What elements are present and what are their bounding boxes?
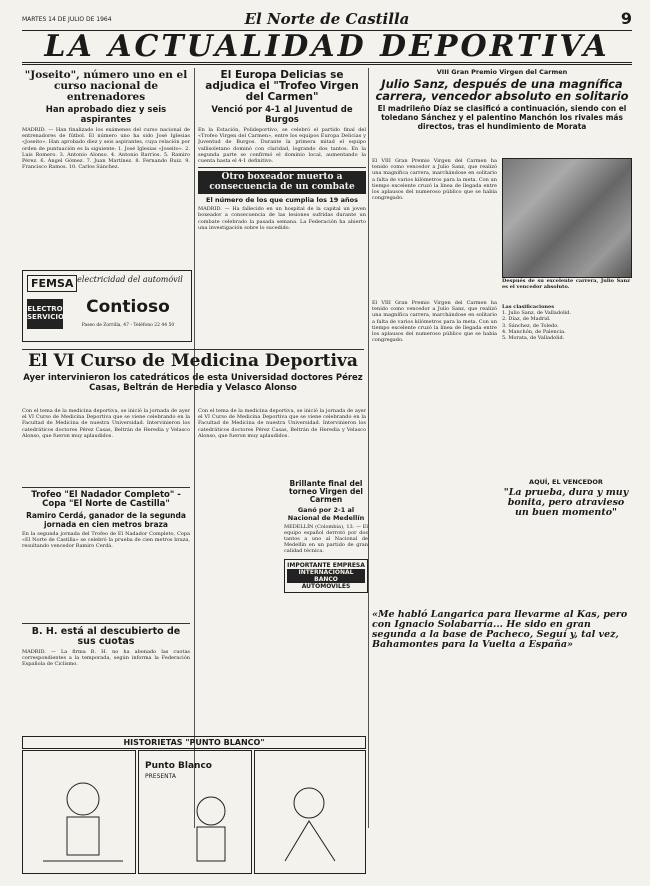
clasificacion-item: 1. Julio Sanz, de Valladolid. [502, 310, 572, 317]
subhead-europa: Venció por 4-1 al Juventud de Burgos [211, 105, 353, 126]
quote-vencedor: "La prueba, dura y muy bonita, pero atravieso un buen momento" [503, 487, 629, 518]
article-medicina [22, 346, 364, 408]
photo-caption-text: Después de su excelente carrera, Julio Sanz es el vencedor absoluto. [502, 278, 630, 291]
julio-sanz-body [372, 158, 497, 298]
page-header [22, 8, 632, 31]
subhead-joseito: Han aprobado diez y seis aspirantes [45, 105, 167, 126]
vencedor-interview [372, 608, 630, 808]
ad-line1: IMPORTANTE EMPRESA [287, 561, 365, 569]
photo-cyclist [502, 158, 632, 278]
rule [22, 487, 190, 488]
comic-drawing-3 [255, 751, 365, 873]
body-final: MEDELLÍN (Colombia), 13. — El equipo español derrotó por dos tantos a uno al Nacional de Medellín en un partido de gran calidad técnica. [284, 523, 368, 555]
page-number: 9 [620, 9, 632, 28]
headline-joseito: "Joseito", número uno en el curso nacional de entrenadores [24, 69, 188, 104]
ad-brand-left: FEMSA [27, 275, 77, 292]
ad-line2: INTERNACIONAL BANCO [287, 569, 365, 583]
subhead-julio-sanz: El madrileño Díaz se clasificó a continuación, siendo con el toledano Sánchez y el palentino Manchón los rivales más directos, tras el hundimiento de Morata [377, 104, 627, 132]
body-boxeador: MADRID. — Ha fallecido en un hospital de la capital un joven boxeador a consecuencia de las lesiones sufridas durante un combate celebrado la pasada semana. La Federación ha abierto una investigación sobre lo sucedido. [198, 206, 366, 231]
ad-service-label: ELECTRO SERVICIO [27, 299, 63, 329]
section-title: LA ACTUALIDAD DEPORTIVA [22, 32, 632, 65]
headline-boxeador: Otro boxeador muerto a consecuencia de un combate [198, 171, 366, 194]
clasificacion [502, 304, 630, 474]
article-bh [22, 620, 190, 730]
historietas-title: HISTORIETAS "PUNTO BLANCO" [22, 736, 366, 749]
comic-panel-3 [254, 750, 366, 874]
clasificacion-item: 5. Morata, de Valladolid. [502, 335, 565, 342]
ad-brand: Contioso [86, 297, 170, 317]
column-divider [194, 68, 195, 828]
kicker-vencedor: AQUÍ, EL VENCEDOR [529, 478, 603, 486]
subhead-final: Ganó por 2-1 al Nacional de Medellín [287, 505, 365, 522]
comic-panel-label: Punto Blanco [145, 761, 212, 771]
clasificacion-title: Las clasificaciones [502, 304, 555, 310]
newspaper-page [22, 8, 632, 878]
ad-peugeot [284, 559, 368, 593]
ad-address: Paseo de Zorrilla, 47 - Teléfono 22 44 50 [81, 323, 175, 328]
headline-trofeo: Trofeo "El Nadador Completo" - Copa "El Norte de Castilla" [31, 490, 181, 509]
body-trofeo: En la segunda jornada del Trofeo de El Nadador Completo, Copa «El Norte de Castilla» se celebró la prueba de cien metros braza, resultando vencedor Ramiro Cerdá. [22, 530, 190, 550]
headline-medicina: El VI Curso de Medicina Deportiva [28, 351, 358, 371]
body-julio-sanz-2: El VIII Gran Premio Virgen del Carmen ha tenido como vencedor a Julio Sanz, que realizó una magnífica carrera, marchándose en solitario a falta de varios kilómetros para la meta. Con un tiempo excelente cruzó la línea de llegada entre los aplausos del numeroso público que se había congregado. [372, 300, 497, 344]
ad-line3: AUTOMOVILES [301, 582, 351, 590]
headline-bh: B. H. está al descubierto de sus cuotas [31, 626, 181, 647]
headline-europa: El Europa Delicias se adjudica el "Trofeo Virgen del Carmen" [205, 69, 359, 104]
comic-panel-1 [22, 750, 136, 874]
subhead-boxeador: El número de los que cumplia los 19 años [206, 196, 358, 205]
column-divider [368, 68, 369, 828]
body-julio-sanz: El VIII Gran Premio Virgen del Carmen ha tenido como vencedor a Julio Sanz, que realizó una magnífica carrera, marchándose en solitario a falta de varios kilómetros para la meta. Con un tiempo excelente cruzó la línea de llegada entre los aplausos del numeroso público que se había congregado. [372, 158, 497, 202]
rule [22, 349, 364, 350]
article-europa-delicias [198, 68, 366, 344]
article-medellin [284, 478, 368, 728]
julio-sanz-body-2 [372, 300, 497, 530]
article-joseito [22, 68, 190, 268]
rule [22, 623, 190, 624]
rule [198, 167, 366, 168]
comic-panel-tag: PRESENTA [145, 773, 176, 780]
body-bh: MADRID. — La firma B. H. no ha abonado las cuotas correspondientes a la temporada, según informa la Federación Española de Ciclismo. [22, 648, 190, 668]
interview-lead: «Me habló Langarica para llevarme al Kas, pero con Ignacio Solabarría... He sido en gran segunda a la base de Pacheco, Seguí y, tal vez, Bahamontes para la Vuelta a España» [372, 609, 628, 650]
article-julio-sanz [372, 68, 632, 158]
photo-caption [502, 278, 630, 298]
clasificacion-item: 4. Manchón, de Palencia. [502, 328, 566, 335]
historietas-strip [22, 736, 366, 876]
body-europa: En la Estación, Polideportivo, se celebró el partido final del «Trofeo Virgen del Carmen», entre los equipos Europa Delicias y Juventud de Burgos. Durante la primera mitad el equipo vallisoletano dominó con claridad, logrando dos tantos. En la segunda parte se confirmó el dominio local, aumentando la cuenta hasta el 4-1 definitivo. [198, 127, 366, 165]
clasificacion-item: 2. Díaz, de Madrid. [502, 316, 551, 323]
aqui-vencedor [502, 478, 630, 608]
medicina-body-left [22, 408, 190, 482]
body-joseito: MADRID. — Han finalizado los exámenes del curso nacional de entrenadores de fútbol. El número uno ha sido José Iglesias «Joseito». Han aprobado diez y seis aspirantes, cuya relación por orden de puntuación es la siguiente: 1. José Iglesias «Joseito». 2. Luis Romero. 3. Antonio Alonso. 4. Antonio Barrios. 5. Ramiro Pérez. 6. Ángel Gómez. 7. Juan Martínez. 8. Fernando Ruiz. 9. Francisco Ramos. 10. Carlos Sánchez. [22, 127, 190, 171]
body-medicina: Con el tema de la medicina deportiva, se inició la jornada de ayer el VI Curso de Medicina Deportiva que se viene celebrando en la Facultad de Medicina de nuestra Universidad. Intervinieron los catedráticos doctores Pérez Casas, Beltrán de Heredia y Velasco Alonso, que fueron muy aplaudidos. [22, 408, 190, 439]
kicker-gran-premio: VIII Gran Premio Virgen del Carmen [436, 68, 568, 76]
ad-electro-servicio [22, 270, 192, 342]
body-medicina-cont: Con el tema de la medicina deportiva, se inició la jornada de ayer el VI Curso de Medicina Deportiva que se viene celebrando en la Facultad de Medicina de nuestra Universidad. Intervinieron los catedráticos doctores Pérez Casas, Beltrán de Heredia y Velasco Alonso, que fueron muy aplaudidos. [198, 408, 366, 439]
clasificacion-item: 3. Sánchez, de Toledo. [502, 322, 559, 329]
headline-julio-sanz: Julio Sanz, después de una magnífica carrera, vencedor absoluto en solitario [375, 77, 629, 104]
subhead-medicina: Ayer intervinieron los catedráticos de esta Universidad doctores Pérez Casas, Beltrán de Heredia y Velasco Alonso [23, 372, 363, 393]
header-date: MARTES 14 DE JULIO DE 1964 [22, 16, 112, 23]
subhead-trofeo: Ramiro Cerdá, ganador de la segunda jornada en cien metros braza [26, 510, 186, 529]
headline-final: Brillante final del torneo Virgen del Carmen [288, 479, 363, 504]
ad-tagline: electricidad del automóvil [77, 275, 183, 284]
comic-drawing-1 [23, 751, 135, 873]
comic-panel-2 [138, 750, 252, 874]
masthead: El Norte de Castilla [244, 10, 410, 28]
article-trofeo [22, 484, 190, 614]
